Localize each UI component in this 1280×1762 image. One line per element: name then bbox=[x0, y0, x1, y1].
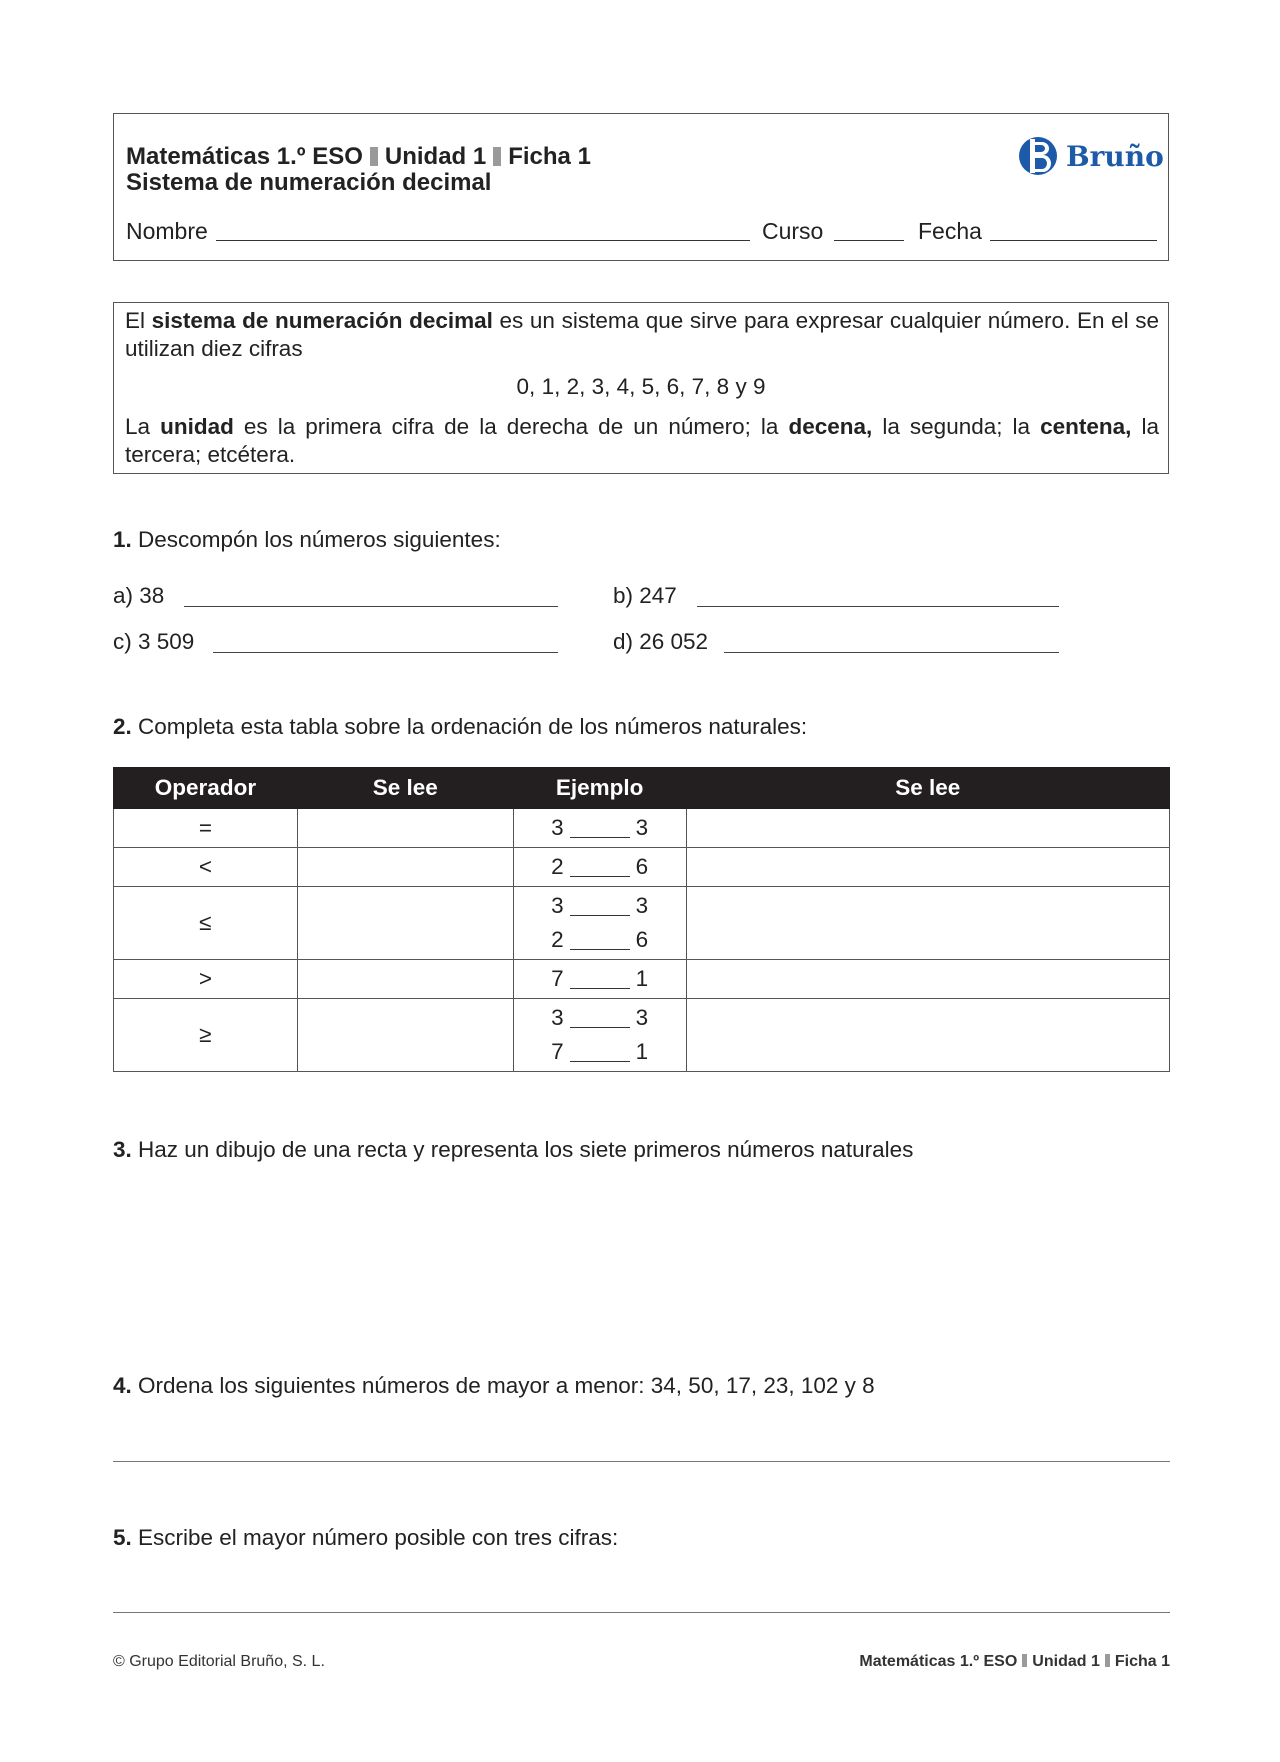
footer-sheet: Ficha 1 bbox=[1114, 1653, 1170, 1670]
example-right: 6 bbox=[635, 927, 649, 952]
ordering-table bbox=[113, 767, 1170, 1072]
text: La bbox=[125, 414, 161, 439]
footer-reference bbox=[859, 1653, 1170, 1671]
reading-cell[interactable] bbox=[297, 848, 513, 887]
example-cell bbox=[513, 999, 686, 1072]
example-blank[interactable] bbox=[570, 858, 630, 877]
item-b-label: b) 247 bbox=[613, 583, 677, 608]
example-right: 6 bbox=[635, 854, 649, 879]
example-cell bbox=[513, 960, 686, 999]
definition-paragraph-1 bbox=[125, 307, 1159, 363]
column-header-operator: Operador bbox=[114, 768, 298, 809]
example-right: 1 bbox=[635, 966, 649, 991]
operator-cell: = bbox=[114, 809, 298, 848]
example-blank[interactable] bbox=[570, 970, 630, 989]
bruno-logo-text: Bruño bbox=[1066, 139, 1164, 173]
bold-term: centena, bbox=[1040, 414, 1132, 439]
worksheet-title bbox=[126, 144, 591, 170]
example-left: 3 bbox=[551, 1005, 564, 1030]
operator-cell: ≤ bbox=[114, 887, 298, 960]
bold-term: unidad bbox=[160, 414, 234, 439]
example-right: 3 bbox=[635, 815, 649, 840]
example-blank[interactable] bbox=[570, 1043, 630, 1062]
question-number: 3. bbox=[113, 1137, 132, 1162]
table-row bbox=[114, 887, 1170, 960]
item-a-answer-line[interactable] bbox=[184, 606, 558, 607]
example-reading-cell[interactable] bbox=[686, 848, 1169, 887]
table-header-row bbox=[114, 768, 1170, 809]
example-right: 3 bbox=[635, 893, 649, 918]
column-header-reading: Se lee bbox=[297, 768, 513, 809]
example-reading-cell[interactable] bbox=[686, 999, 1169, 1072]
date-field[interactable] bbox=[990, 240, 1157, 241]
question-text: Descompón los números siguientes: bbox=[131, 527, 501, 552]
example-right: 3 bbox=[635, 1005, 649, 1030]
question-2 bbox=[113, 714, 807, 740]
course-field[interactable] bbox=[834, 240, 904, 241]
name-field[interactable] bbox=[216, 240, 750, 241]
reading-cell[interactable] bbox=[297, 887, 513, 960]
question-number: 5. bbox=[113, 1525, 132, 1550]
unit-label: Unidad 1 bbox=[384, 143, 487, 170]
example-left: 3 bbox=[551, 815, 564, 840]
text: es la primera cifra de la derecha de un número; la bbox=[233, 414, 789, 439]
text: El bbox=[125, 308, 152, 333]
example-reading-cell[interactable] bbox=[686, 887, 1169, 960]
bold-term: decena, bbox=[788, 414, 873, 439]
example-cell bbox=[513, 887, 686, 960]
question-3 bbox=[113, 1137, 913, 1163]
item-c-label: c) 3 509 bbox=[113, 629, 195, 654]
question-text: Escribe el mayor número posible con tres cifras: bbox=[131, 1525, 619, 1550]
item-d-answer-line[interactable] bbox=[724, 652, 1059, 653]
bold-term: sistema de numeración decimal bbox=[151, 308, 493, 333]
definition-paragraph-2 bbox=[125, 413, 1159, 469]
example-reading-cell[interactable] bbox=[686, 960, 1169, 999]
question-text: Ordena los siguientes números de mayor a menor: 34, 50, 17, 23, 102 y 8 bbox=[131, 1373, 875, 1398]
name-label: Nombre bbox=[126, 218, 208, 244]
question-number: 1. bbox=[113, 527, 132, 552]
digits-list: 0, 1, 2, 3, 4, 5, 6, 7, 8 y 9 bbox=[516, 374, 766, 399]
example-left: 3 bbox=[551, 893, 564, 918]
question-5 bbox=[113, 1525, 618, 1551]
operator-cell: < bbox=[114, 848, 298, 887]
footer-subject: Matemáticas 1.º ESO bbox=[859, 1653, 1018, 1670]
column-header-example-reading: Se lee bbox=[686, 768, 1169, 809]
example-blank[interactable] bbox=[570, 819, 630, 838]
example-blank[interactable] bbox=[570, 897, 630, 916]
table-row bbox=[114, 960, 1170, 999]
example-left: 2 bbox=[551, 854, 564, 879]
sheet-label: Ficha 1 bbox=[508, 143, 591, 170]
column-header-example: Ejemplo bbox=[513, 768, 686, 809]
separator bbox=[493, 147, 501, 166]
bruno-logo-icon bbox=[1018, 136, 1060, 176]
item-c-answer-line[interactable] bbox=[213, 652, 558, 653]
example-cell bbox=[513, 809, 686, 848]
separator bbox=[370, 147, 378, 166]
example-cell bbox=[513, 848, 686, 887]
question-text: Completa esta tabla sobre la ordenación de los números naturales: bbox=[131, 714, 808, 739]
text: es un sistema que sirve para expresar cualquier número. En el se utilizan diez cifras bbox=[125, 308, 1159, 361]
subject-label: Matemáticas 1.º ESO bbox=[126, 143, 363, 170]
example-left: 7 bbox=[551, 966, 564, 991]
example-blank[interactable] bbox=[570, 931, 630, 950]
bruno-logo bbox=[1018, 134, 1164, 178]
example-left: 2 bbox=[551, 927, 564, 952]
date-label: Fecha bbox=[918, 218, 982, 244]
item-b-answer-line[interactable] bbox=[697, 606, 1059, 607]
example-reading-cell[interactable] bbox=[686, 809, 1169, 848]
reading-cell[interactable] bbox=[297, 960, 513, 999]
text: la segunda; la bbox=[872, 414, 1041, 439]
q5-answer-line[interactable] bbox=[113, 1612, 1170, 1613]
footer-unit: Unidad 1 bbox=[1032, 1653, 1100, 1670]
separator bbox=[1105, 1654, 1110, 1667]
question-1 bbox=[113, 527, 501, 553]
operator-cell: ≥ bbox=[114, 999, 298, 1072]
item-d-label: d) 26 052 bbox=[613, 629, 709, 654]
question-number: 4. bbox=[113, 1373, 132, 1398]
reading-cell[interactable] bbox=[297, 999, 513, 1072]
question-4 bbox=[113, 1373, 875, 1399]
question-number: 2. bbox=[113, 714, 132, 739]
question-text: Haz un dibujo de una recta y representa los siete primeros números naturales bbox=[131, 1137, 914, 1162]
example-left: 7 bbox=[551, 1039, 564, 1064]
table-row bbox=[114, 809, 1170, 848]
example-right: 1 bbox=[635, 1039, 649, 1064]
copyright-text: © Grupo Editorial Bruño, S. L. bbox=[113, 1653, 325, 1670]
q4-answer-line[interactable] bbox=[113, 1461, 1170, 1462]
worksheet-subtitle: Sistema de numeración decimal bbox=[126, 169, 492, 196]
course-label: Curso bbox=[762, 218, 824, 244]
text: la tercera; etcétera. bbox=[125, 414, 1159, 467]
drawing-area[interactable] bbox=[113, 1175, 1170, 1345]
item-a-label: a) 38 bbox=[113, 583, 165, 608]
table-row bbox=[114, 848, 1170, 887]
separator bbox=[1022, 1654, 1027, 1667]
table-row bbox=[114, 999, 1170, 1072]
operator-cell: > bbox=[114, 960, 298, 999]
reading-cell[interactable] bbox=[297, 809, 513, 848]
example-blank[interactable] bbox=[570, 1009, 630, 1028]
